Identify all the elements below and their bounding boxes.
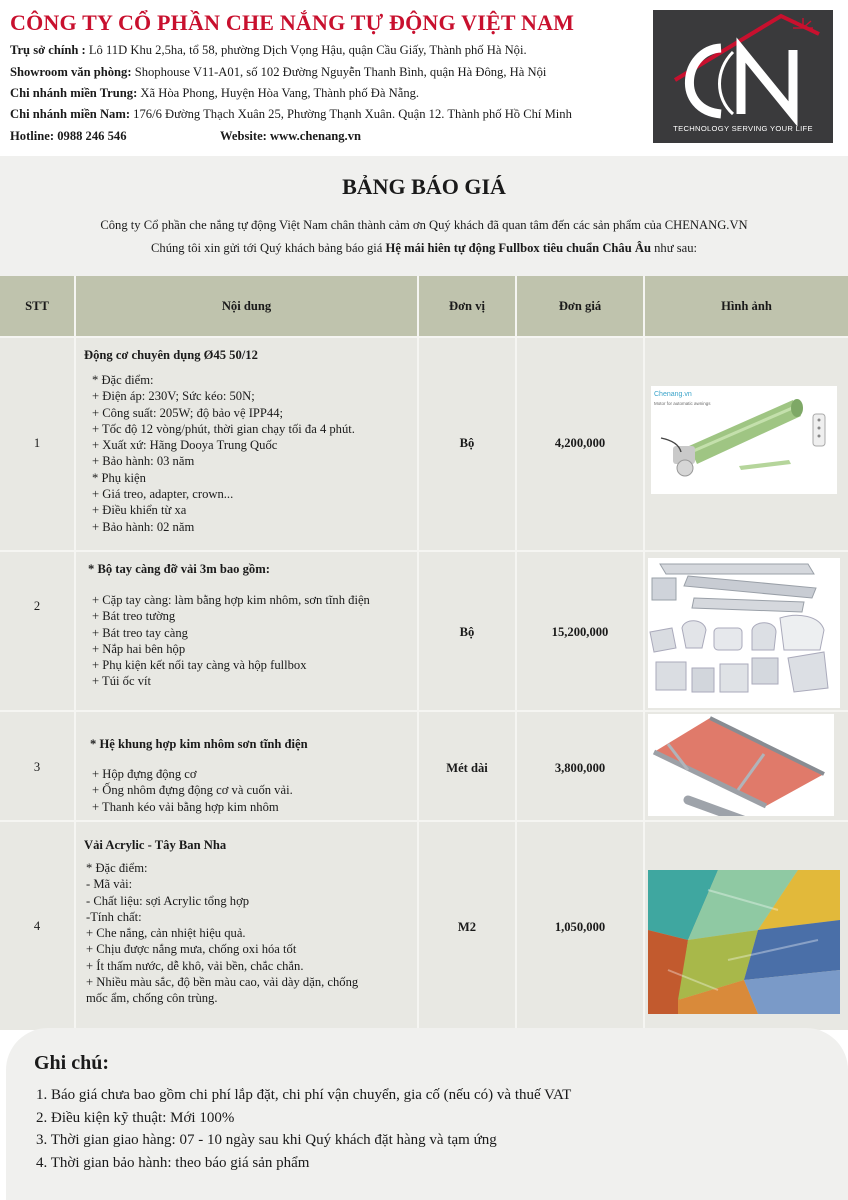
intro-text-2 bbox=[0, 241, 848, 256]
central-branch-address: Xã Hòa Phong, Huyện Hòa Vang, Thành phố Đà Nẵng. bbox=[137, 86, 420, 100]
company-logo bbox=[653, 10, 833, 143]
row-2-description bbox=[92, 592, 370, 690]
row-1-title: Động cơ chuyên dụng Ø45 50/12 bbox=[84, 348, 258, 362]
arm-set-product-image bbox=[648, 558, 840, 708]
showroom-line bbox=[10, 65, 546, 80]
notes-list bbox=[36, 1084, 571, 1175]
row-3-title: * Hệ khung hợp kim nhôm sơn tĩnh điện bbox=[90, 737, 308, 751]
row-1-line: + Bảo hành: 02 năm bbox=[92, 519, 195, 534]
column-divider bbox=[74, 276, 76, 1028]
column-divider bbox=[515, 276, 517, 1028]
row-divider bbox=[0, 710, 848, 712]
row-2-line: + Bát treo tay càng bbox=[92, 625, 188, 640]
intro-text-2-end: như sau: bbox=[650, 241, 697, 255]
row-4-line: + Chịu được nắng mưa, chống oxi hóa tốt bbox=[86, 942, 297, 957]
row-2-price: 15,200,000 bbox=[551, 625, 609, 639]
row-4-line: - Mã vải: bbox=[86, 877, 133, 892]
price-table bbox=[0, 276, 848, 1030]
frame-product-image bbox=[648, 714, 834, 816]
fabric-swatches-image bbox=[648, 870, 840, 1014]
row-4-line: * Đặc điểm: bbox=[86, 861, 148, 875]
note-item: 1. Báo giá chưa bao gồm chi phí lắp đặt, chi phí vận chuyển, gia cố (nếu có) và thuế VAT bbox=[36, 1087, 572, 1103]
row-1-line: + Tốc độ 12 vòng/phút, thời gian chạy tối đa 4 phút. bbox=[92, 421, 355, 436]
row-1-line: * Đặc điểm: bbox=[92, 373, 154, 387]
intro-text-1: Công ty Cổ phần che nắng tự động Việt Nam chân thành cảm ơn Quý khách đã quan tâm đến các sản phẩm của CHENANG.VN bbox=[100, 218, 748, 232]
row-3-line: + Ống nhôm đựng động cơ và cuốn vải. bbox=[92, 783, 293, 798]
row-2-line: + Túi ốc vít bbox=[92, 674, 151, 689]
row-3-stt: 3 bbox=[33, 760, 41, 774]
row-3-price: 3,800,000 bbox=[554, 761, 606, 775]
row-1-line: + Điều khiển từ xa bbox=[92, 503, 187, 518]
south-branch-address: 176/6 Đường Thạch Xuân 25, Phường Thạnh Xuân. Quận 12. Thành phố Hồ Chí Minh bbox=[130, 107, 572, 121]
row-3-description bbox=[92, 766, 293, 815]
page-title: BẢNG BÁO GIÁ bbox=[342, 174, 506, 199]
notes-section bbox=[6, 1028, 848, 1200]
notes-title: Ghi chú: bbox=[34, 1052, 110, 1074]
row-1-line: + Giá treo, adapter, crown... bbox=[92, 487, 234, 502]
row-1-line: + Xuất xứ: Hãng Dooya Trung Quốc bbox=[92, 438, 278, 453]
header-price: Đơn giá bbox=[558, 299, 602, 313]
row-1-price: 4,200,000 bbox=[554, 436, 606, 450]
showroom-label: Showroom văn phòng: bbox=[10, 65, 132, 79]
head-office-label: Trụ sở chính : bbox=[10, 43, 86, 57]
column-divider bbox=[417, 276, 419, 1028]
row-3-line: + Thanh kéo vải bằng hợp kim nhôm bbox=[92, 799, 279, 814]
row-2-line: + Bát treo tường bbox=[92, 609, 176, 624]
image-caption-sub: Motor for automatic awnings bbox=[654, 401, 711, 406]
hotline: Hotline: 0988 246 546 bbox=[10, 129, 127, 143]
row-1-description bbox=[92, 372, 355, 535]
row-4-line: - Chất liệu: sợi Acrylic tổng hợp bbox=[86, 893, 250, 908]
row-2-title: * Bộ tay càng đỡ vải 3m bao gồm: bbox=[88, 562, 270, 576]
row-2-line: + Nắp hai bên hộp bbox=[92, 641, 186, 656]
logo-tagline: TECHNOLOGY SERVING YOUR LIFE bbox=[673, 124, 813, 133]
head-office-line bbox=[10, 43, 527, 58]
row-4-stt: 4 bbox=[33, 919, 41, 933]
note-item: 2. Điều kiện kỹ thuật: Mới 100% bbox=[36, 1109, 235, 1126]
contact-line bbox=[10, 129, 361, 144]
quote-intro-section bbox=[0, 156, 848, 276]
central-branch-label: Chi nhánh miền Trung: bbox=[10, 86, 138, 100]
row-2-line: + Cặp tay càng: làm bằng hợp kim nhôm, sơn tĩnh điện bbox=[92, 593, 370, 607]
note-item: 4. Thời gian bảo hành: theo báo giá sản phẩm bbox=[36, 1155, 310, 1172]
letterhead bbox=[0, 0, 848, 156]
row-4-description bbox=[86, 860, 358, 1007]
row-2-stt: 2 bbox=[33, 599, 41, 613]
row-4-title: Vải Acrylic - Tây Ban Nha bbox=[84, 838, 227, 852]
row-1-line: + Bảo hành: 03 năm bbox=[92, 454, 195, 469]
row-divider bbox=[0, 336, 848, 338]
image-caption-brand: Chenang.vn bbox=[654, 391, 692, 398]
south-branch-line bbox=[10, 107, 572, 122]
row-divider bbox=[0, 820, 848, 822]
intro-text-2-start: Chúng tôi xin gửi tới Quý khách bảng báo giá bbox=[151, 241, 386, 255]
row-2-line: + Phụ kiện kết nối tay càng và hộp fullbox bbox=[92, 658, 307, 673]
company-name: CÔNG TY CỔ PHẦN CHE NẮNG TỰ ĐỘNG VIỆT NAM bbox=[10, 10, 575, 35]
row-1-line: + Công suất: 205W; độ bảo vệ IPP44; bbox=[92, 405, 283, 420]
note-item: 3. Thời gian giao hàng: 07 - 10 ngày sau khi Quý khách đặt hàng và tạm ứng bbox=[36, 1132, 497, 1149]
row-1-unit: Bộ bbox=[459, 436, 475, 450]
row-4-line: mốc ẩm, chống côn trùng. bbox=[86, 991, 218, 1006]
south-branch-label: Chi nhánh miền Nam: bbox=[10, 107, 131, 121]
head-office-address: Lô 11D Khu 2,5ha, tổ 58, phường Dịch Vọng Hậu, quận Cầu Giấy, Thành phố Hà Nội. bbox=[85, 43, 527, 57]
header-unit: Đơn vị bbox=[448, 299, 486, 313]
header-content: Nội dung bbox=[221, 299, 272, 313]
row-4-line: + Ít thấm nước, dễ khô, vải bền, chắc chắn. bbox=[86, 958, 304, 973]
central-branch-line bbox=[10, 86, 419, 101]
row-divider bbox=[0, 550, 848, 552]
product-system-name: Hệ mái hiên tự động Fullbox tiêu chuẩn Châu Âu bbox=[385, 241, 651, 255]
showroom-address: Shophouse V11-A01, số 102 Đường Nguyễn Thanh Bình, quận Hà Đông, Hà Nội bbox=[131, 65, 547, 79]
row-1-stt: 1 bbox=[33, 436, 41, 450]
row-1-line: + Điện áp: 230V; Sức kéo: 50N; bbox=[92, 389, 255, 404]
row-3-unit: Mét dài bbox=[446, 761, 488, 775]
row-1-line: * Phụ kiện bbox=[92, 470, 146, 485]
row-4-unit: M2 bbox=[457, 920, 477, 934]
row-4-price: 1,050,000 bbox=[554, 920, 606, 934]
row-4-line: + Nhiều màu sắc, độ bền màu cao, vải dày dặn, chống bbox=[86, 975, 359, 990]
header-stt: STT bbox=[25, 299, 49, 313]
row-3-line: + Hộp đựng động cơ bbox=[92, 767, 197, 781]
row-4-line: + Che nắng, cản nhiệt hiệu quả. bbox=[86, 926, 246, 941]
header-image: Hình ảnh bbox=[721, 299, 772, 313]
motor-product-image bbox=[651, 386, 837, 494]
column-divider bbox=[643, 276, 645, 1028]
website: Website: www.chenang.vn bbox=[220, 129, 361, 143]
row-2-unit: Bộ bbox=[459, 625, 475, 639]
row-4-line: -Tính chất: bbox=[86, 909, 142, 924]
